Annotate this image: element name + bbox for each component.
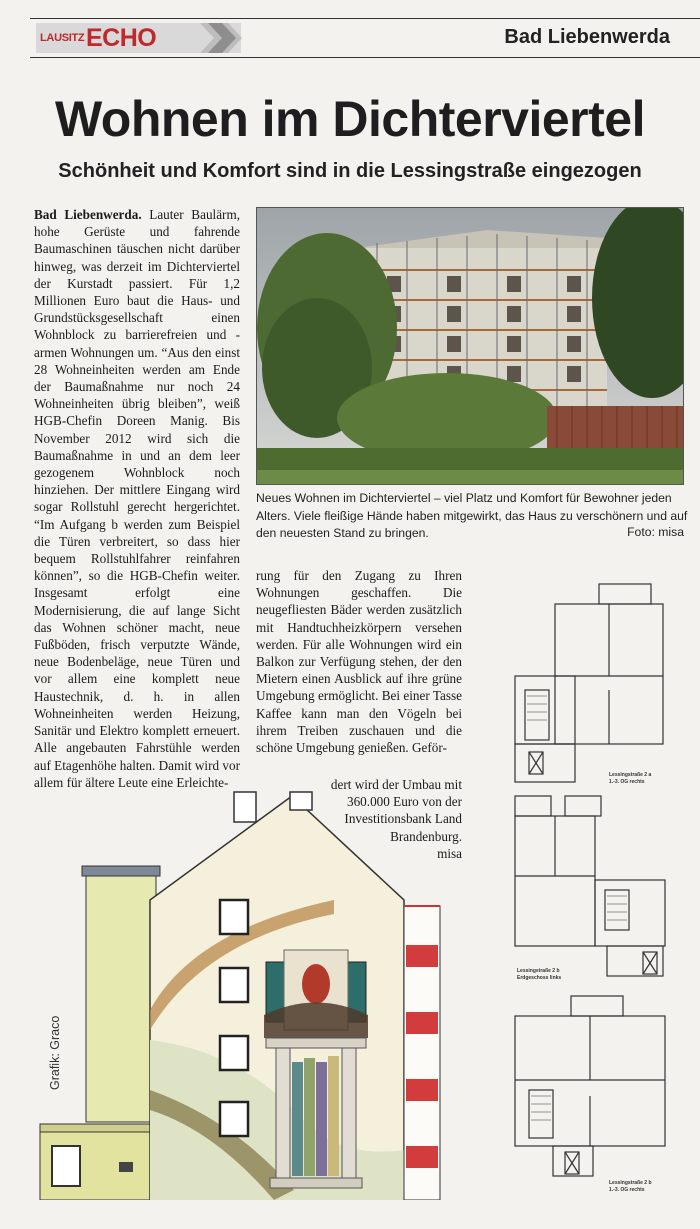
article-dateline: Bad Liebenwerda. [34, 207, 142, 222]
section-title: Bad Liebenwerda [504, 26, 670, 48]
svg-text:1.-3. OG rechts: 1.-3. OG rechts [609, 779, 645, 785]
article-subheadline: Schönheit und Komfort sind in die Lessingstraße eingezogen [58, 160, 642, 182]
newspaper-logo [36, 23, 241, 53]
article-text-end: dert wird der Umbau mit 360.000 Euro von der Investitionsbank Land Brandenburg. [330, 777, 462, 844]
photo-credit: Foto: misa [627, 525, 684, 539]
svg-text:Erdgeschoss links: Erdgeschoss links [517, 975, 562, 981]
logo-prefix: LAUSITZ [40, 32, 85, 44]
svg-text:Lessingstraße 2 b: Lessingstraße 2 b [609, 1180, 652, 1186]
svg-text:Lessingstraße 2 a: Lessingstraße 2 a [609, 772, 652, 778]
article-column-2: rung für den Zugang zu Ihren Wohnungen geschaffen. Die neugefliesten Bäder werden zusätzlich mit Handtuchheizkörpern versehen werden. Für alle Wohnungen wird ein Balkon zur Verfügung stehen, der den Mietern einen Ausblick auf ihre grüne Umgebung ermöglicht. Bei einer Tasse Kaffee kann man den Vögeln bei ihrem Treiben zuschauen und die schöne Umgebung genießen. Geför- [256, 568, 462, 756]
article-column-1 [34, 206, 240, 791]
logo-arrow-icon [200, 23, 242, 53]
svg-text:1.-3. OG rechts: 1.-3. OG rechts [609, 1187, 645, 1193]
floor-plans [505, 580, 685, 1200]
article-headline: Wohnen im Dichterviertel [55, 91, 645, 147]
floor-plan-3 [515, 996, 665, 1193]
svg-text:Lessingstraße 2 b: Lessingstraße 2 b [517, 968, 560, 974]
article-text-1: Lauter Baulärm, hohe Gerüste und fahrende Baumaschinen täuschen nicht darüber hinweg, was derzeit im Dichterviertel der Kurstadt passiert. Für 1,2 Millionen Euro baut die Haus- und Grundstücksgesellschaft einen Wohnblock zu barrierefreien und -armen Wohnungen um. “Aus den einst 28 Wohneinheiten werden am Ende der Baumaßnahme nur noch 24 Wohneinheiten übrig bleiben”, weiß HGB-Chefin Doreen Manig. Bis November 2012 wird sich die Baumaßnahme in und an dem leer gezogenem Wohnblock noch hinziehen. Der mittlere Eingang wird sogar Rollstuhl gerecht hergerichtet. “Im Aufgang b werden zum Beispiel die Türen verbreitert, so dass hier bequem Rollstuhlfahrer reinfahren können”, so die HGB-Chefin weiter. Insgesamt erfolgt eine Modernisierung, die auf lange Sicht das Wohnen schöner macht, neue Fußböden, frisch verputzte Wände, neue Bodenbeläge, neue Türen und vor allem eine komplett neue Haustechnik, d. h. in allen Wohneinheiten werden Heizung, Sanitär und Elektro komplett erneuert. Alle angebauten Fahrstühle werden auf Etagenhöhe halten. Damit wird vor allem für ältere Leute eine Erleichte- [34, 207, 240, 790]
floor-plan-1 [515, 584, 663, 785]
photo-caption: Neues Wohnen im Dichterviertel – viel Platz und Komfort für Bewohner jeden Alters. Viele fleißige Hände haben mitgewirkt, das Haus zu verschönern und auf den neuesten Stand zu bringen. [256, 491, 688, 540]
building-photo [256, 207, 684, 485]
illustration-credit: Grafik: Graco [48, 1015, 62, 1090]
logo-main: ECHO [86, 24, 157, 52]
article-author: misa [437, 845, 462, 861]
page-header [30, 18, 700, 58]
facade-illustration [34, 790, 444, 1200]
floor-plan-2 [515, 796, 665, 981]
